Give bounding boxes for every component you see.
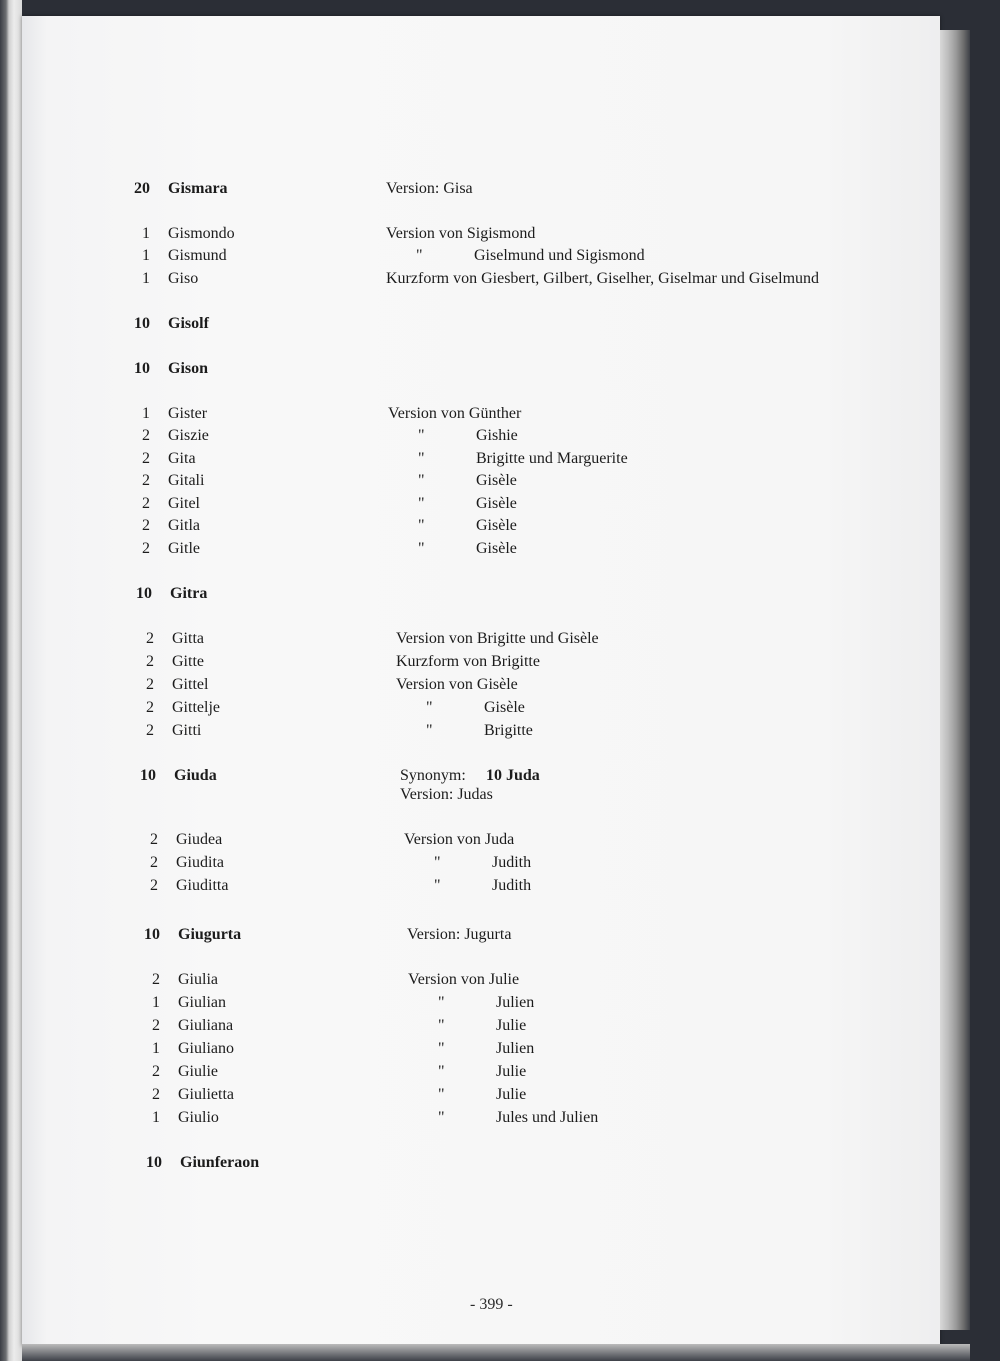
entry-note: Version: Jugurta	[407, 926, 512, 943]
entry-note: Gisèle	[476, 517, 517, 534]
entry-code: 2	[146, 676, 154, 693]
entry-name: Giunferaon	[180, 1154, 260, 1171]
entry-code: 1	[142, 405, 150, 422]
entry-code: 2	[152, 1063, 160, 1080]
name-entry-row	[130, 1015, 890, 1037]
name-entry-row	[124, 628, 884, 650]
name-entry-row	[120, 515, 880, 537]
name-entry-row	[124, 720, 884, 742]
entry-name: Gitte	[172, 653, 204, 670]
name-entry-row	[120, 448, 880, 470]
page-stack-edge	[0, 0, 22, 1361]
entry-note: Version von Sigismond	[386, 225, 536, 242]
entry-code: 2	[152, 1086, 160, 1103]
entry-code: 2	[146, 653, 154, 670]
entry-name: Giugurta	[178, 926, 242, 943]
synonym-reference: 10 Juda	[486, 767, 540, 784]
entry-name: Gison	[168, 360, 209, 377]
name-entry-row	[130, 992, 890, 1014]
entry-code: 2	[146, 630, 154, 647]
entry-name: Giuda	[174, 767, 217, 784]
entry-note: Brigitte und Marguerite	[476, 450, 628, 467]
entry-code: 10	[136, 585, 152, 602]
name-entry-row	[130, 924, 890, 946]
name-entry-row	[120, 403, 880, 425]
ditto-mark: "	[418, 495, 425, 512]
entry-code: 1	[152, 1040, 160, 1057]
entry-note: Julie	[496, 1063, 527, 1080]
entry-note: Version von Juda	[404, 831, 515, 848]
entry-name: Giudea	[176, 831, 223, 848]
entry-name: Giulie	[178, 1063, 218, 1080]
name-entry-row	[128, 875, 888, 897]
name-entry-row	[130, 1107, 890, 1129]
entry-name: Gister	[168, 405, 208, 422]
name-entry-row	[120, 223, 880, 245]
ditto-mark: "	[438, 994, 445, 1011]
entry-note: Julien	[496, 1040, 535, 1057]
name-entry-row	[124, 697, 884, 719]
entry-code: 20	[134, 180, 150, 197]
ditto-mark: "	[426, 699, 433, 716]
entry-name: Gittelje	[172, 699, 220, 716]
ditto-mark: "	[438, 1017, 445, 1034]
entry-code: 2	[150, 831, 158, 848]
entry-code: 1	[142, 247, 150, 264]
entry-note: Synonym:	[400, 767, 466, 784]
page-number: - 399 -	[470, 1296, 513, 1313]
entry-code: 2	[142, 517, 150, 534]
name-entry-row	[128, 829, 888, 851]
entry-code: 2	[152, 971, 160, 988]
entry-note: Version von Brigitte und Gisèle	[396, 630, 599, 647]
ditto-mark: "	[426, 722, 433, 739]
name-entry-row	[120, 178, 880, 200]
entry-name: Gita	[168, 450, 196, 467]
entry-code: 10	[134, 360, 150, 377]
entry-code: 2	[142, 472, 150, 489]
ditto-mark: "	[438, 1086, 445, 1103]
entry-name: Giso	[168, 270, 199, 287]
entry-code: 2	[142, 427, 150, 444]
entry-note: Kurzform von Giesbert, Gilbert, Giselher, Giselmar und Giselmund	[386, 270, 820, 287]
entry-name: Giuliana	[178, 1017, 234, 1034]
ditto-mark: "	[418, 517, 425, 534]
entry-name: Gismund	[168, 247, 227, 264]
entry-code: 10	[140, 767, 156, 784]
name-entry-row	[120, 493, 880, 515]
name-entry-row	[130, 1061, 890, 1083]
ditto-mark: "	[418, 427, 425, 444]
entry-note: Judith	[492, 877, 532, 894]
entry-name: Giuliano	[178, 1040, 234, 1057]
entry-name: Gismara	[168, 180, 228, 197]
entry-note: Gisèle	[476, 472, 517, 489]
entry-code: 1	[142, 270, 150, 287]
entry-code: 2	[150, 877, 158, 894]
name-entry-row	[130, 1084, 890, 1106]
entry-name: Giuditta	[176, 877, 229, 894]
entry-note: Julien	[496, 994, 535, 1011]
entry-note: Judith	[492, 854, 532, 871]
name-entry-row	[120, 538, 880, 560]
name-entry-row	[126, 784, 886, 806]
name-entry-row	[130, 1038, 890, 1060]
entry-name: Giszie	[168, 427, 209, 444]
entry-note: Gisèle	[484, 699, 525, 716]
name-entry-row	[130, 969, 890, 991]
ditto-mark: "	[416, 247, 423, 264]
entry-name: Gitta	[172, 630, 204, 647]
entry-code: 1	[152, 994, 160, 1011]
ditto-mark: "	[418, 540, 425, 557]
entry-note: Julie	[496, 1086, 527, 1103]
name-entry-row	[120, 268, 880, 290]
entry-name: Gitti	[172, 722, 202, 739]
entry-code: 10	[144, 926, 160, 943]
entry-name: Giulio	[178, 1109, 219, 1126]
entry-note: Version: Gisa	[386, 180, 473, 197]
entry-note: Version von Günther	[388, 405, 522, 422]
name-entry-row	[124, 674, 884, 696]
ditto-mark: "	[434, 877, 441, 894]
entry-name: Giulia	[178, 971, 218, 988]
entry-note: Giselmund und Sigismond	[474, 247, 645, 264]
entry-name: Gitel	[168, 495, 200, 512]
ditto-mark: "	[434, 854, 441, 871]
ditto-mark: "	[438, 1040, 445, 1057]
entry-note: Jules und Julien	[496, 1109, 599, 1126]
entry-name: Gitali	[168, 472, 205, 489]
entry-name: Giudita	[176, 854, 224, 871]
entry-code: 2	[152, 1017, 160, 1034]
name-entry-row	[124, 651, 884, 673]
name-entry-row	[120, 425, 880, 447]
entry-code: 2	[142, 450, 150, 467]
ditto-mark: "	[438, 1109, 445, 1126]
name-entry-row	[120, 245, 880, 267]
entry-name: Giulian	[178, 994, 226, 1011]
name-entry-row	[128, 852, 888, 874]
name-entry-row	[120, 470, 880, 492]
book-bottom-edge	[22, 1344, 970, 1361]
entry-note: Brigitte	[484, 722, 533, 739]
name-entry-row	[120, 358, 880, 380]
entry-code: 2	[146, 722, 154, 739]
entry-note: Version von Julie	[408, 971, 520, 988]
entry-name: Gisolf	[168, 315, 209, 332]
entry-name: Giulietta	[178, 1086, 234, 1103]
entry-code: 1	[142, 225, 150, 242]
ditto-mark: "	[438, 1063, 445, 1080]
entry-note: Kurzform von Brigitte	[396, 653, 540, 670]
entry-code: 2	[142, 495, 150, 512]
entry-name: Gismondo	[168, 225, 235, 242]
entry-code: 1	[152, 1109, 160, 1126]
entry-note: Version von Gisèle	[396, 676, 518, 693]
entry-note: Version: Judas	[400, 786, 493, 803]
entry-code: 2	[142, 540, 150, 557]
name-entry-row	[120, 313, 880, 335]
entry-name: Gitle	[168, 540, 200, 557]
entry-note: Julie	[496, 1017, 527, 1034]
entry-code: 2	[146, 699, 154, 716]
entry-note: Gisèle	[476, 540, 517, 557]
entry-note: Gishie	[476, 427, 518, 444]
name-entry-row	[132, 1152, 892, 1174]
name-entry-row	[122, 583, 882, 605]
book-right-edge	[940, 30, 970, 1330]
entry-name: Gitra	[170, 585, 208, 602]
entry-name: Gittel	[172, 676, 209, 693]
ditto-mark: "	[418, 450, 425, 467]
entry-note: Gisèle	[476, 495, 517, 512]
entry-code: 10	[134, 315, 150, 332]
entry-code: 10	[146, 1154, 162, 1171]
entry-name: Gitla	[168, 517, 200, 534]
ditto-mark: "	[418, 472, 425, 489]
entry-code: 2	[150, 854, 158, 871]
